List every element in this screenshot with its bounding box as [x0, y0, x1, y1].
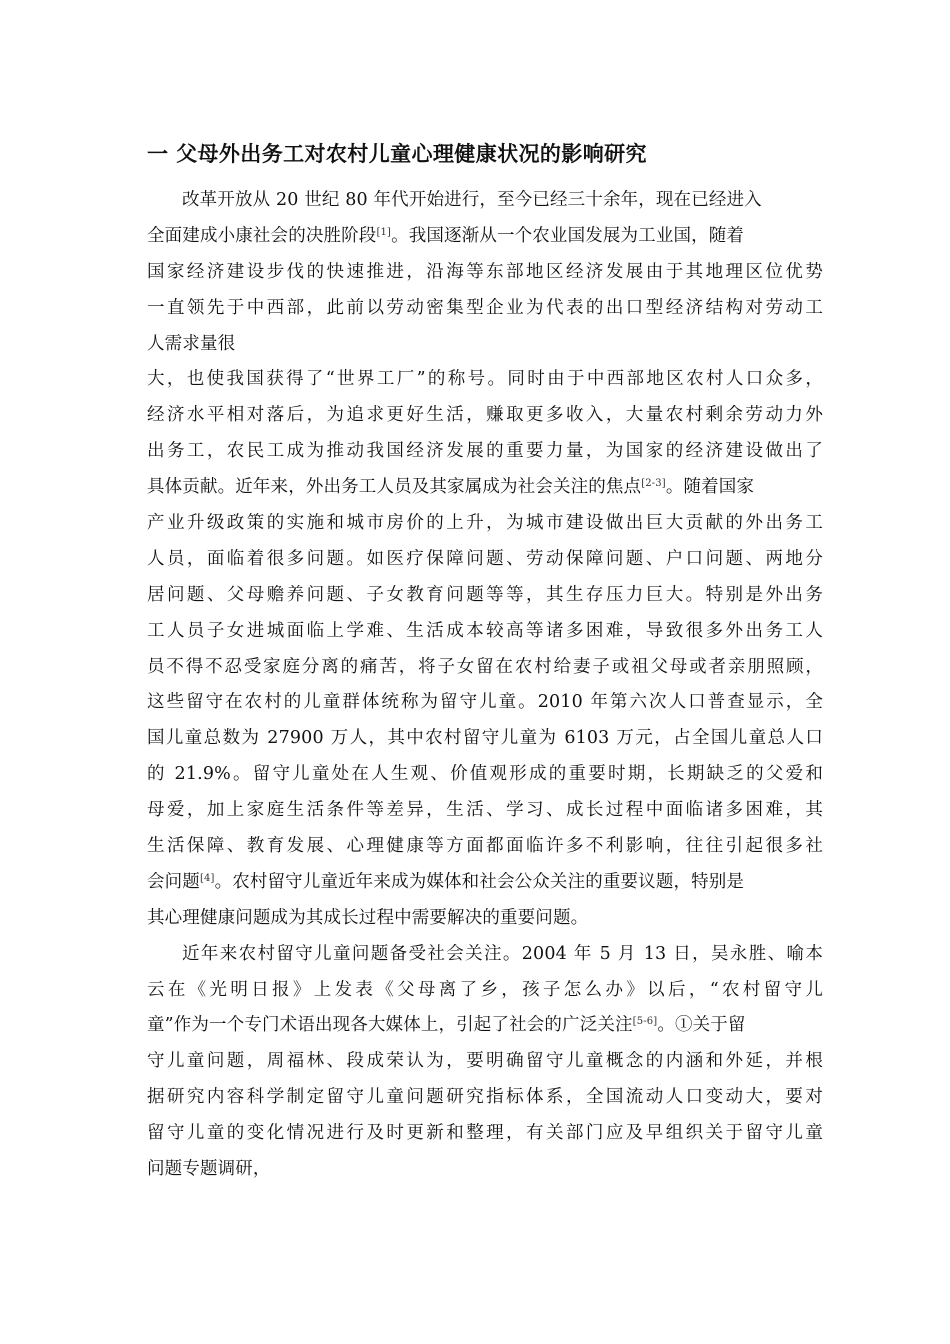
line-text: 这些留守在农村的儿童群体统称为留守儿童。2010 年第六次人口普查显示，全 [147, 692, 823, 713]
line-text: 国儿童总数为 27900 万人，其中农村留守儿童为 6103 万元，占全国儿童总人口 [147, 728, 823, 749]
line-text-continued: 。①关于留 [657, 1015, 746, 1036]
line-text: 云在《光明日报》上发表《父母离了乡，孩子怎么办》以后，“农村留守儿 [147, 979, 823, 1000]
text-line [147, 901, 823, 937]
citation-marker: [2-3] [641, 478, 666, 490]
line-text: 大，也使我国获得了“世界工厂”的称号。同时由于中西部地区农村人口众多， [147, 369, 823, 390]
line-text-continued: 。随着国家 [665, 477, 755, 498]
line-text: 具体贡献。近年来，外出务工人员及其家属成为社会关注的焦点 [147, 477, 642, 498]
text-line [147, 1080, 823, 1116]
line-text: 改革开放从 20 世纪 80 年代开始进行，至今已经三十余年，现在已经进入 [182, 190, 762, 210]
text-line [147, 398, 823, 434]
line-text-continued: 。我国逐渐从一个农业国发展为工业国，随着 [391, 225, 745, 246]
text-line [147, 362, 823, 398]
text-line [147, 721, 823, 757]
line-text: 居问题、父母赡养问题、子女教育问题等等，其生存压力巨大。特别是外出务 [147, 584, 823, 605]
citation-marker: [1] [376, 226, 392, 238]
text-line [147, 183, 823, 219]
line-text: 出务工，农民工成为推动我国经济发展的重要力量，为国家的经济建设做出了 [147, 441, 823, 462]
line-text-continued: 。农村留守儿童近年来成为媒体和社会公众关注的重要议题，特别是 [214, 871, 745, 892]
line-text: 其心理健康问题成为其成长过程中需要解决的重要问题。 [147, 907, 589, 928]
line-text: 童”作为一个专门术语出现各大媒体上，引起了社会的广泛关注 [147, 1015, 633, 1036]
text-line [147, 937, 823, 973]
text-line [147, 327, 823, 363]
line-text: 会问题 [147, 871, 200, 892]
text-line [147, 578, 823, 614]
text-line [147, 1008, 823, 1044]
text-line [147, 614, 823, 650]
text-line [147, 291, 823, 327]
line-text: 工人员子女进城面临上学难、生活成本较高等诸多困难，导致很多外出务工人 [147, 620, 823, 641]
text-line [147, 685, 823, 721]
text-line [147, 219, 823, 255]
line-text: 生活保障、教育发展、心理健康等方面都面临许多不利影响，往往引起很多社 [147, 836, 823, 857]
line-text: 人需求量很 [147, 333, 236, 354]
line-text: 一直领先于中西部，此前以劳动密集型企业为代表的出口型经济结构对劳动工 [147, 297, 823, 318]
body-text [147, 183, 823, 1188]
line-text: 的 21.9%。留守儿童处在人生观、价值观形成的重要时期，长期缺乏的父爱和 [147, 764, 823, 785]
text-line [147, 1044, 823, 1080]
text-line [147, 470, 823, 506]
citation-marker: [4] [199, 872, 215, 884]
text-line [147, 865, 823, 901]
text-line [147, 757, 823, 793]
line-text: 员不得不忍受家庭分离的痛苦，将子女留在农村给妻子或祖父母或者亲朋照顾， [147, 656, 823, 677]
text-line [147, 650, 823, 686]
line-text: 留守儿童的变化情况进行及时更新和整理，有关部门应及早组织关于留守儿童 [147, 1123, 823, 1144]
text-line [147, 506, 823, 542]
text-line [147, 973, 823, 1009]
line-text: 国家经济建设步伐的快速推进，沿海等东部地区经济发展由于其地理区位优势 [147, 261, 823, 282]
line-text: 据研究内容科学制定留守儿童问题研究指标体系，全国流动人口变动大，要对 [147, 1087, 823, 1108]
text-line [147, 255, 823, 291]
line-text: 产业升级政策的实施和城市房价的上升，为城市建设做出巨大贡献的外出务工 [147, 513, 823, 534]
text-line [147, 542, 823, 578]
text-line [147, 1152, 823, 1188]
line-text: 问题专题调研， [147, 1159, 271, 1180]
section-title: 一 父母外出务工对农村儿童心理健康状况的影响研究 [147, 142, 647, 166]
text-line [147, 434, 823, 470]
citation-marker: [5-6] [632, 1016, 658, 1028]
line-text: 人员，面临着很多问题。如医疗保障问题、劳动保障问题、户口问题、两地分 [147, 548, 823, 569]
line-text: 母爱，加上家庭生活条件等差异，生活、学习、成长过程中面临诸多困难，其 [147, 800, 823, 821]
text-line [147, 829, 823, 865]
text-line [147, 793, 823, 829]
line-text: 守儿童问题，周福林、段成荣认为，要明确留守儿童概念的内涵和外延，并根 [147, 1051, 823, 1072]
text-line [147, 1116, 823, 1152]
line-text: 全面建成小康社会的决胜阶段 [147, 225, 377, 246]
line-text: 近年来农村留守儿童问题备受社会关注。2004 年 5 月 13 日，吴永胜、喻本 [182, 943, 823, 964]
line-text: 经济水平相对落后，为追求更好生活，赚取更多收入，大量农村剩余劳动力外 [147, 405, 823, 426]
